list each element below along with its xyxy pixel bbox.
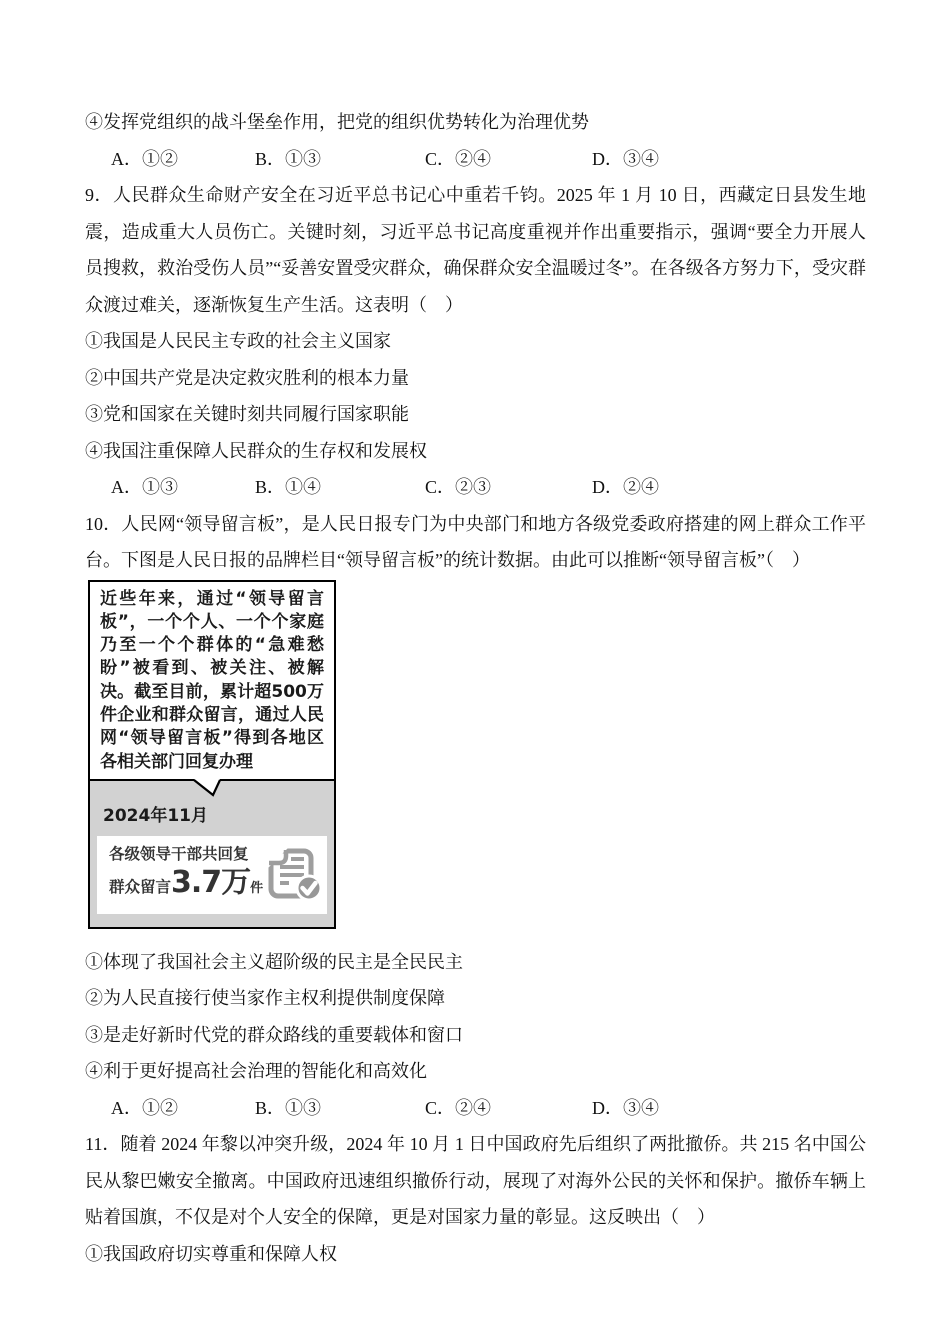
q9-option-2: ②中国共产党是决定救灾胜利的根本力量 (85, 367, 409, 388)
speech-bubble-text: 近些年来，通过“领导留言板”，一个个人、一个个家庭乃至一个个群体的“急难愁盼”被看到、被关注、被解决。截至目前，累计超500万件企业和群众留言，通过人民网“领导留言板”得到各地区各相关部门回复办理 (100, 588, 324, 772)
stat-line2 (109, 864, 264, 905)
stat-unit: 件 (250, 880, 264, 896)
leader-message-board-infographic (88, 580, 336, 929)
q11-stem: 11．随着 2024 年黎以冲突升级，2024 年 10 月 1 日中国政府先后组织了两批撤侨。共 215 名中国公民从黎巴嫩安全撤离。中国政府迅速组织撤侨行动，展现了对海外公民的关怀和保护。撤侨车辆上贴着国旗，不仅是对个人安全的保障，更是对国家力量的彰显。这反映出（ ） (85, 1134, 866, 1228)
q10-stem: 10．人民网“领导留言板”，是人民日报专门为中央部门和地方各级党委政府搭建的网上群众工作平台。下图是人民日报的品牌栏目“领导留言板”的统计数据。由此可以推断“领导留言板”（ ） (85, 513, 866, 570)
q10-option-4: ④利于更好提高社会治理的智能化和高效化 (85, 1061, 427, 1082)
q9-option-4: ④我国注重保障人民群众的生存权和发展权 (85, 440, 427, 461)
q10-choice-d: D．③④ (592, 1097, 659, 1118)
stat-label: 群众留言 (109, 877, 172, 896)
q8-choice-c: C．②④ (425, 148, 492, 169)
stat-value: 3.7万 (171, 864, 251, 900)
date-label: 2024年11月 (103, 805, 208, 826)
q8-option-4: ④发挥党组织的战斗堡垒作用，把党的组织优势转化为治理优势 (85, 112, 589, 132)
q8-choices (85, 141, 866, 178)
q10-choices (85, 1090, 866, 1127)
infographic-gray-panel (90, 781, 334, 927)
speech-bubble-tail-icon (193, 779, 221, 797)
document-check-icon (267, 848, 323, 902)
q9-choice-b: B．①④ (255, 477, 322, 497)
stat-box (97, 836, 327, 914)
exam-page (85, 104, 866, 1272)
q8-choice-d: D．③④ (592, 148, 659, 169)
q9-choice-d: D．②④ (592, 477, 659, 497)
q10-option-3: ③是走好新时代党的群众路线的重要载体和窗口 (85, 1024, 463, 1045)
q9-option-1: ①我国是人民民主专政的社会主义国家 (85, 331, 391, 351)
q10-option-2: ②为人民直接行使当家作主权利提供制度保障 (85, 988, 445, 1009)
q10-choice-a: A．①② (111, 1097, 178, 1118)
q8-choice-b: B．①③ (255, 148, 322, 169)
q10-option-1: ①体现了我国社会主义超阶级的民主是全民民主 (85, 951, 463, 972)
q9-choices (85, 469, 866, 506)
q11-option-1: ①我国政府切实尊重和保障人权 (85, 1243, 337, 1264)
stat-line1: 各级领导干部共回复 (109, 844, 249, 863)
q9-stem: 9．人民群众生命财产安全在习近平总书记心中重若千钧。2025 年 1 月 10 日，西藏定日县发生地震，造成重大人员伤亡。关键时刻，习近平总书记高度重视并作出重要指示，强调“要全力开展人员搜救，救治受伤人员”“妥善安置受灾群众，确保群众安全温暖过冬”。在各级各方努力下，受灾群众渡过难关，逐渐恢复生产生活。这表明（ ） (85, 185, 866, 315)
stat-text (109, 845, 263, 905)
speech-bubble (90, 582, 334, 781)
q9-choice-a: A．①③ (111, 477, 178, 497)
q10-choice-b: B．①③ (255, 1097, 322, 1118)
q8-choice-a: A．①② (111, 148, 178, 169)
q9-choice-c: C．②③ (425, 477, 492, 497)
q10-choice-c: C．②④ (425, 1097, 492, 1118)
q9-option-3: ③党和国家在关键时刻共同履行国家职能 (85, 404, 409, 424)
